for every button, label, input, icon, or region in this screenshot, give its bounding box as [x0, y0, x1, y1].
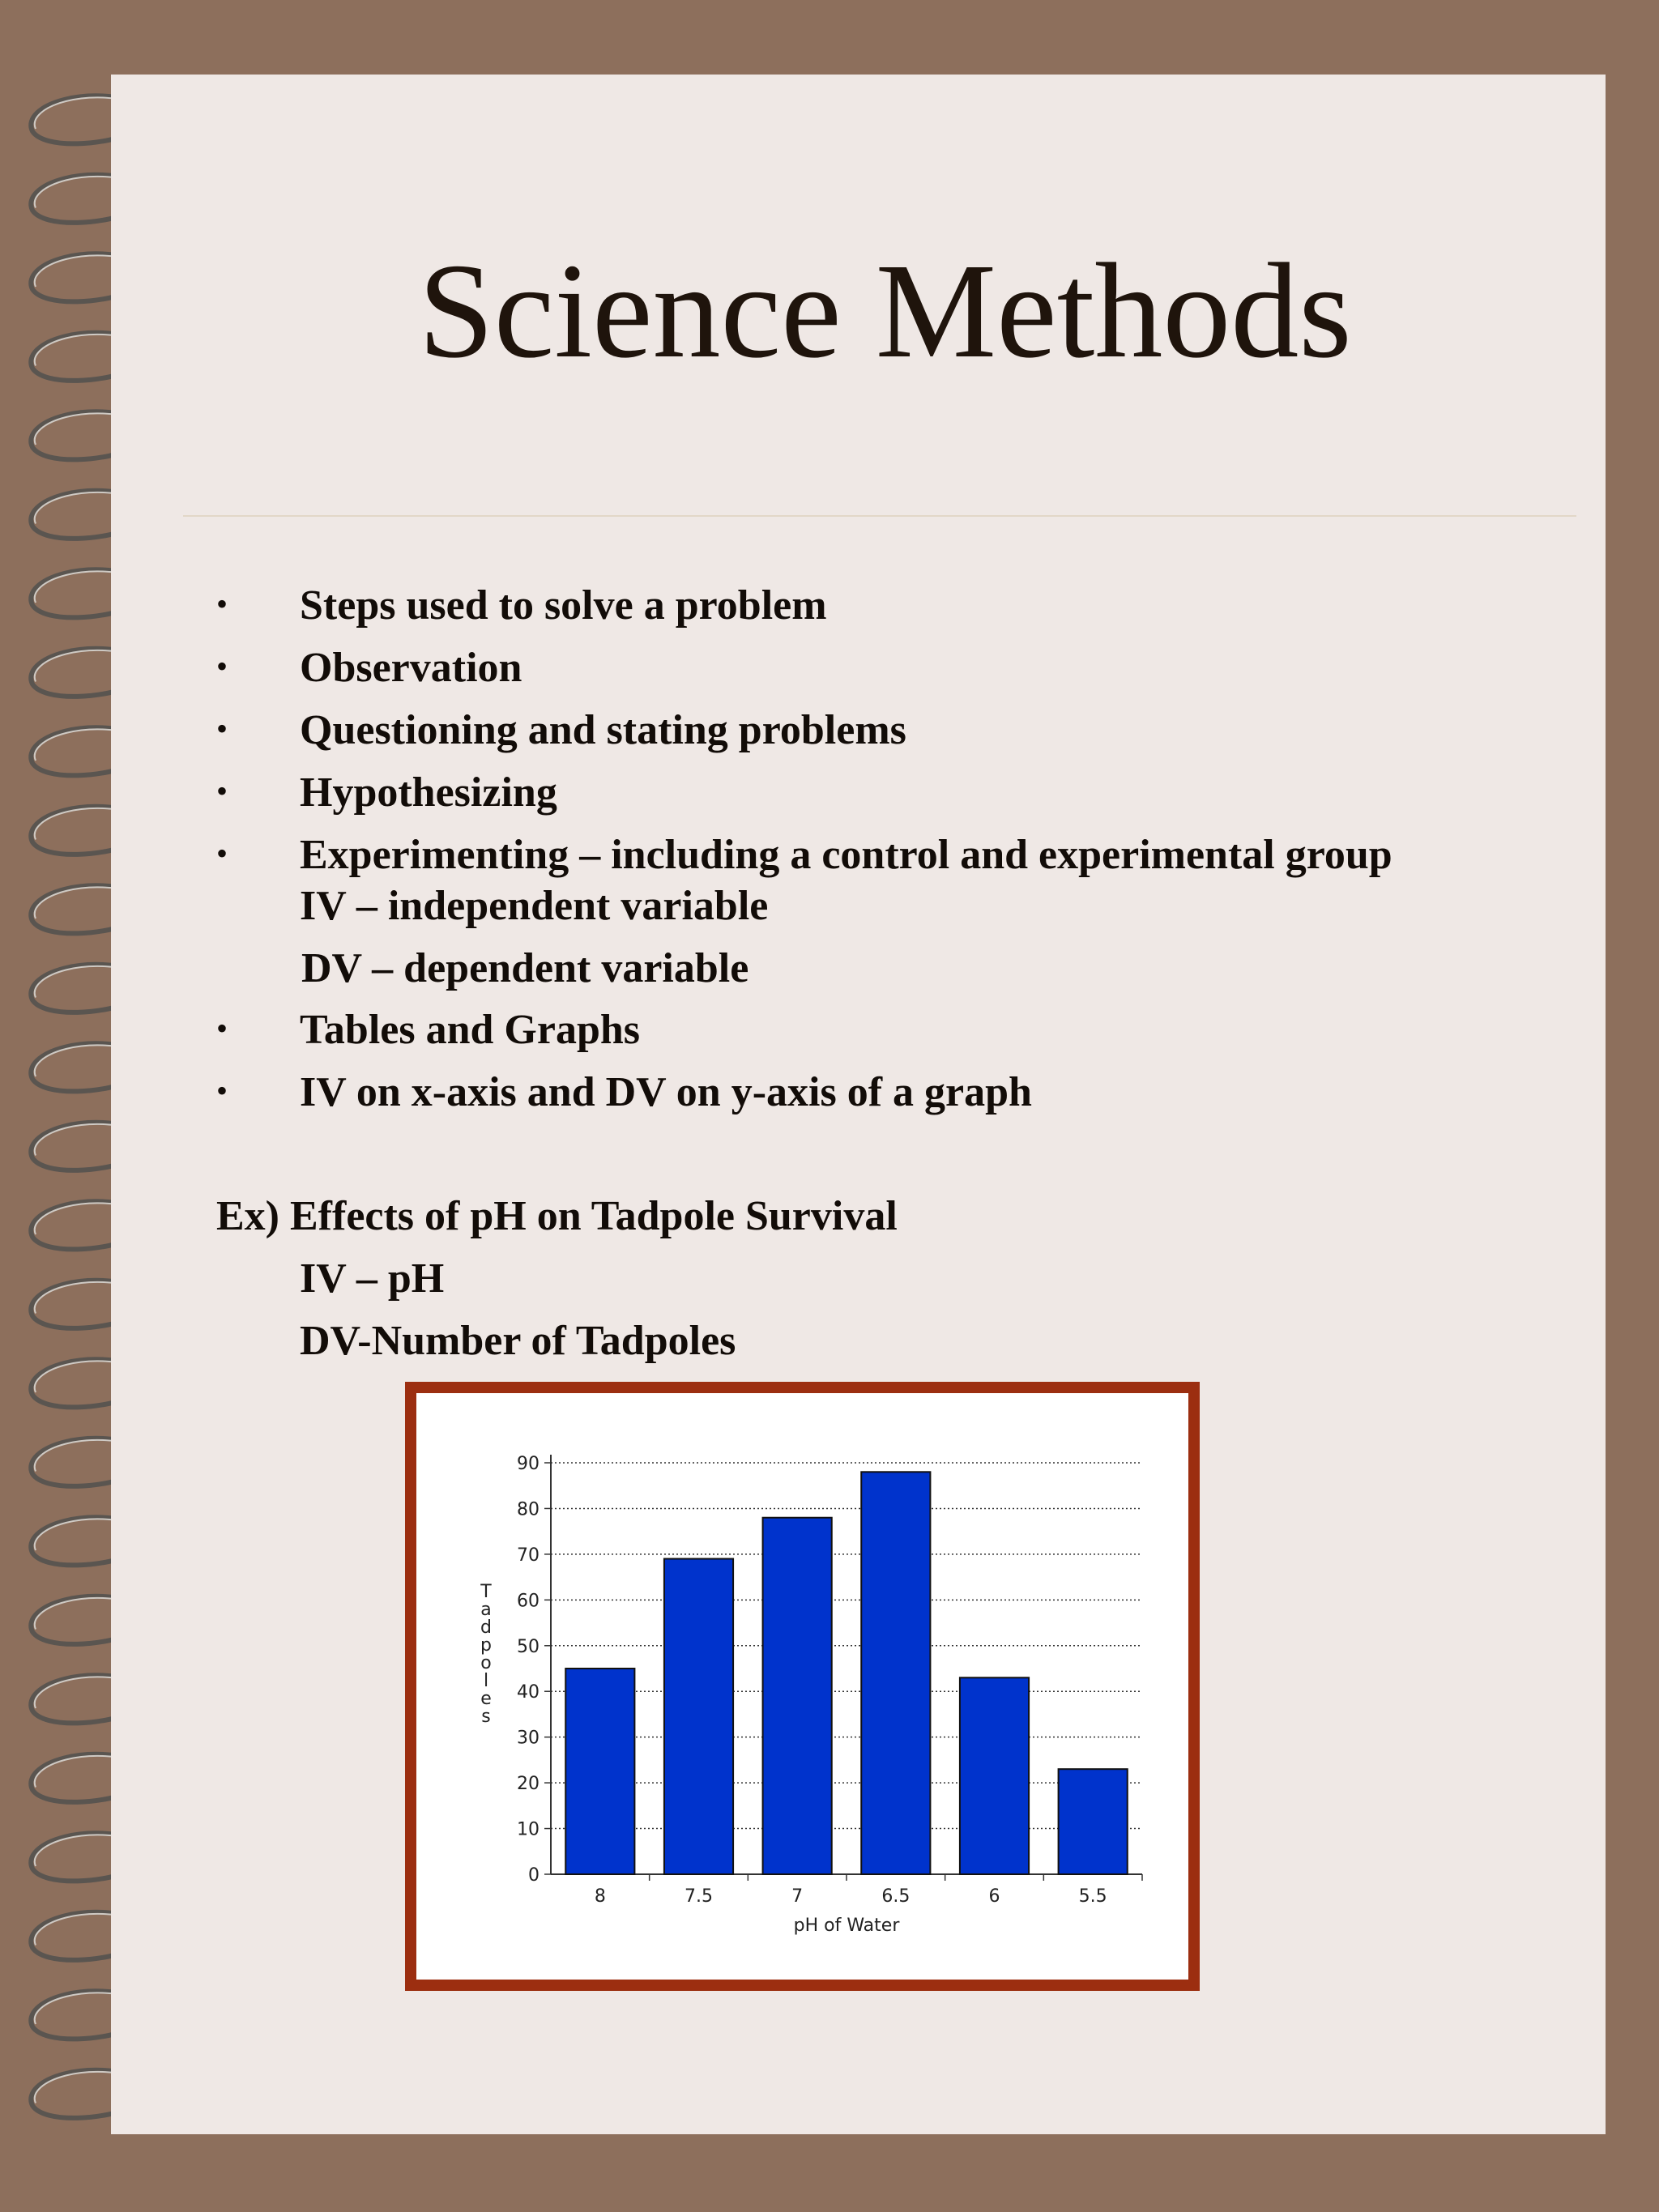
y-tick-label: 10 — [517, 1819, 539, 1840]
x-axis-label: pH of Water — [793, 1916, 900, 1936]
bullet-dot: • — [216, 710, 228, 747]
y-tick-label: 40 — [517, 1682, 539, 1703]
y-tick-label: 90 — [517, 1454, 539, 1474]
bullet-item: Observation — [300, 645, 522, 691]
bullet-item: IV on x-axis and DV on y-axis of a graph — [300, 1069, 1032, 1115]
bullet-dot: • — [216, 773, 228, 809]
y-axis-label: T a d p o l e s — [480, 1582, 492, 1727]
bar — [960, 1677, 1029, 1874]
bullet-dot: • — [216, 648, 228, 684]
bullet-dot: • — [216, 1072, 228, 1109]
bullet-dot: • — [216, 835, 228, 872]
example-iv: IV – pH — [300, 1255, 445, 1302]
y-tick-label: 60 — [517, 1591, 539, 1612]
bullet-item: Tables and Graphs — [300, 1007, 641, 1053]
x-tick-label: 5.5 — [1078, 1886, 1107, 1907]
y-tick-label: 80 — [517, 1499, 539, 1520]
x-tick-label: 6.5 — [881, 1886, 911, 1907]
sub-item-iv: IV – independent variable — [300, 883, 769, 929]
bullet-item: Questioning and stating problems — [300, 707, 906, 753]
y-tick-label: 50 — [517, 1636, 539, 1657]
y-tick-label: 70 — [517, 1545, 539, 1566]
sub-item-dv: DV – dependent variable — [301, 945, 749, 991]
x-tick-label: 6 — [988, 1886, 1000, 1907]
chart-area — [416, 1393, 1188, 1980]
x-tick-label: 8 — [594, 1886, 606, 1907]
x-tick-label: 7.5 — [684, 1886, 713, 1907]
bar — [763, 1518, 832, 1874]
bar — [664, 1559, 733, 1874]
example-dv: DV-Number of Tadpoles — [300, 1318, 736, 1364]
bullet-dot: • — [216, 586, 228, 622]
bar — [565, 1669, 634, 1874]
bullet-item: Experimenting – including a control and experimental group — [300, 832, 1392, 878]
bullet-dot: • — [216, 1010, 228, 1046]
bullet-item: Hypothesizing — [300, 769, 557, 816]
y-tick-label: 30 — [517, 1728, 539, 1749]
chart-frame — [405, 1382, 1200, 1991]
y-tick-label: 0 — [528, 1865, 539, 1886]
bullet-item: Steps used to solve a problem — [300, 582, 827, 629]
bar — [861, 1472, 930, 1874]
x-tick-label: 7 — [791, 1886, 804, 1907]
bar — [1059, 1769, 1128, 1874]
bar-chart — [416, 1393, 1188, 1980]
example-heading: Ex) Effects of pH on Tadpole Survival — [216, 1193, 898, 1239]
page-title: Science Methods — [418, 236, 1352, 386]
y-tick-label: 20 — [517, 1774, 539, 1795]
